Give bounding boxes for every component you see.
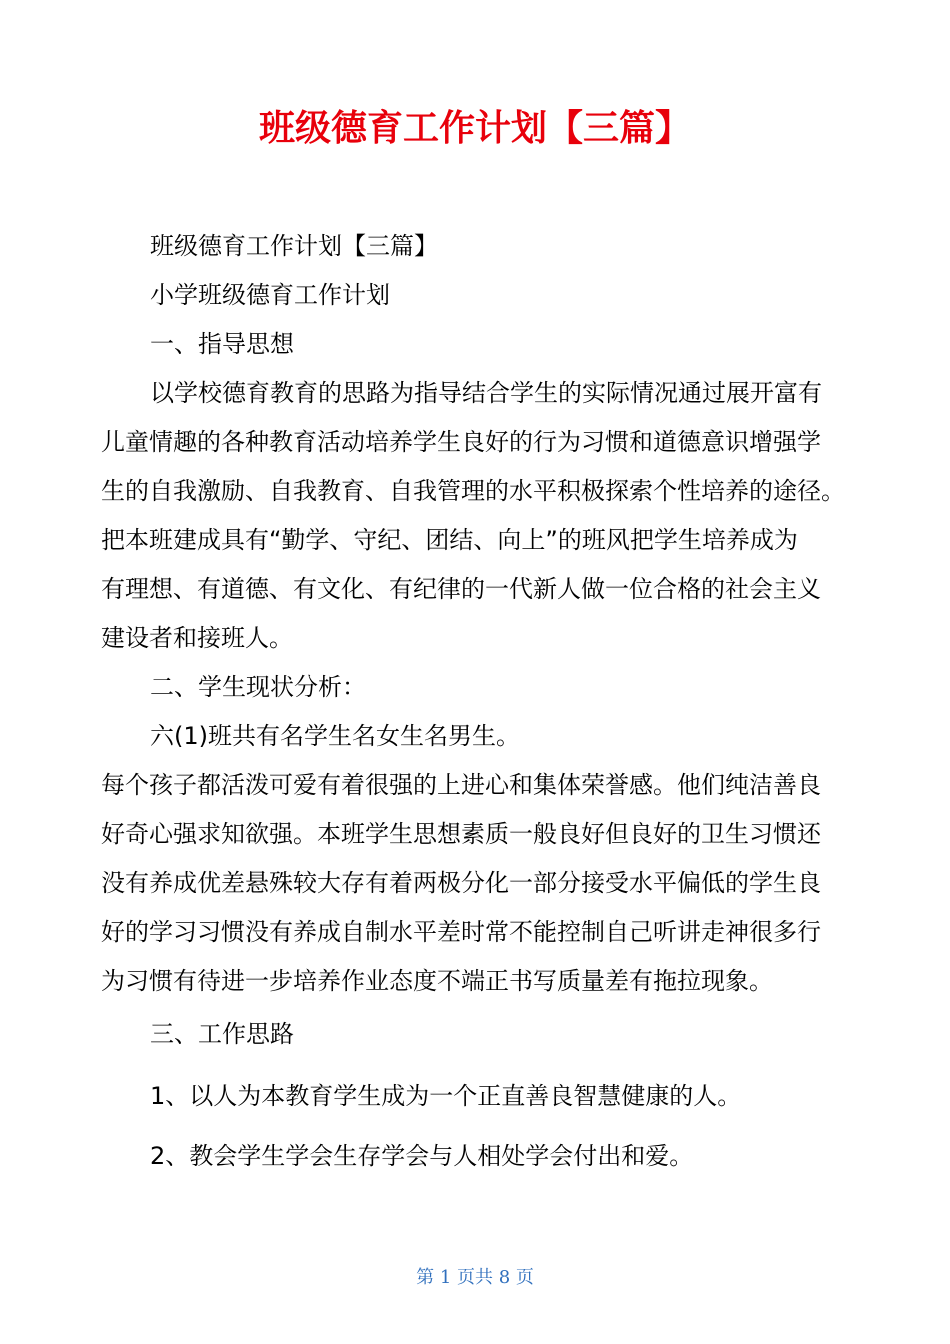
- body-line: 没有养成优差悬殊较大存有着两极分化一部分接受水平偏低的学生良: [101, 869, 821, 897]
- section-heading: 三、工作思路: [150, 1020, 294, 1048]
- body-line: 儿童情趣的各种教育活动培养学生良好的行为习惯和道德意识增强学: [101, 428, 821, 456]
- body-line: 有理想、有道德、有文化、有纪律的一代新人做一位合格的社会主义: [101, 575, 821, 603]
- page-title: 班级德育工作计划【三篇】: [258, 108, 691, 149]
- section-heading: 二、学生现状分析：: [150, 673, 366, 701]
- section-heading: 一、指导思想: [150, 330, 294, 358]
- body-line: 好的学习习惯没有养成自制水平差时常不能控制自己听讲走神很多行: [101, 918, 821, 946]
- body-line: 小学班级德育工作计划: [150, 281, 390, 309]
- body-line: 为习惯有待进一步培养作业态度不端正书写质量差有拖拉现象。: [101, 967, 773, 995]
- body-line: 把本班建成具有“勤学、守纪、团结、向上”的班风把学生培养成为: [101, 526, 798, 554]
- body-line: 每个孩子都活泼可爱有着很强的上进心和集体荣誉感。他们纯洁善良: [101, 771, 821, 799]
- body-line: 生的自我激励、自我教育、自我管理的水平积极探索个性培养的途径。: [101, 477, 845, 505]
- page-number: 第 1 页共 8 页: [416, 1267, 534, 1288]
- body-line: 好奇心强求知欲强。本班学生思想素质一般良好但良好的卫生习惯还: [101, 820, 821, 848]
- list-item: 1、以人为本教育学生成为一个正直善良智慧健康的人。: [150, 1082, 742, 1110]
- list-item: 2、教会学生学会生存学会与人相处学会付出和爱。: [150, 1142, 694, 1170]
- body-line: 建设者和接班人。: [101, 624, 293, 652]
- body-line: 以学校德育教育的思路为指导结合学生的实际情况通过展开富有: [150, 379, 822, 407]
- body-line: 班级德育工作计划【三篇】: [150, 232, 438, 260]
- body-line: 六(1)班共有名学生名女生名男生。: [150, 722, 520, 750]
